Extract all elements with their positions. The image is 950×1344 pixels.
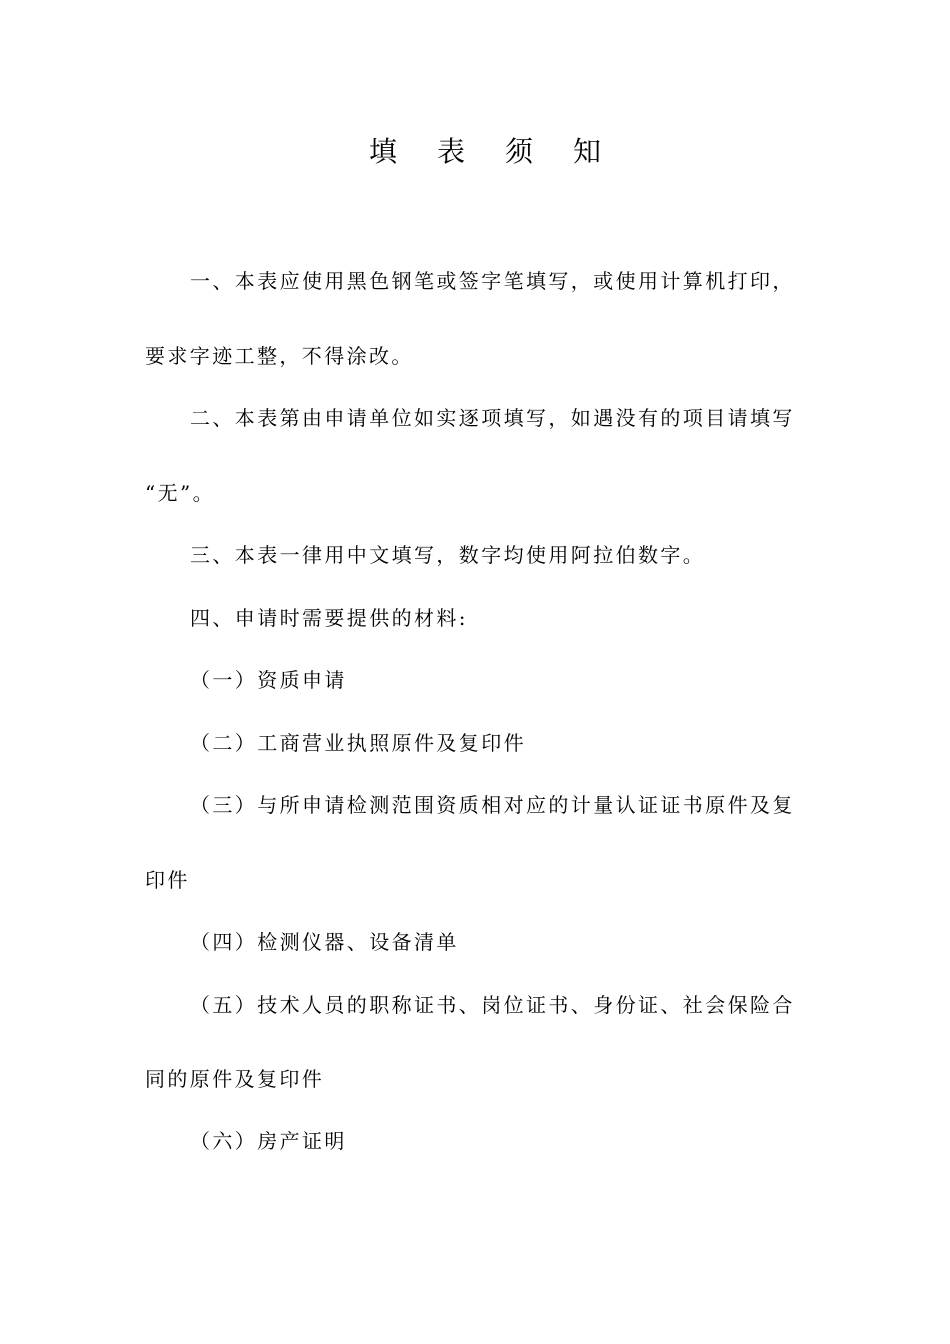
material-item-3-line-1: （三）与所申请检测范围资质相对应的计量认证证书原件及复 — [190, 793, 795, 817]
material-item-2: （二）工商营业执照原件及复印件 — [190, 731, 526, 755]
instruction-2-line-2: “无”。 — [145, 481, 216, 505]
material-item-3-line-2: 印件 — [145, 868, 190, 892]
instruction-4: 四、申请时需要提供的材料: — [190, 606, 468, 630]
instruction-1-line-2: 要求字迹工整，不得涂改。 — [145, 344, 414, 368]
document-title: 填表须知 — [368, 135, 641, 168]
instruction-1-line-1: 一、本表应使用黑色钢笔或签字笔填写，或使用计算机打印， — [190, 269, 795, 293]
material-item-1: （一）资质申请 — [190, 668, 347, 692]
material-item-5-line-1: （五）技术人员的职称证书、岗位证书、身份证、社会保险合 — [190, 993, 795, 1017]
material-item-5-line-2: 同的原件及复印件 — [145, 1067, 325, 1091]
instruction-3: 三、本表一律用中文填写，数字均使用阿拉伯数字。 — [190, 543, 706, 567]
material-item-4: （四）检测仪器、设备清单 — [190, 930, 459, 954]
material-item-6: （六）房产证明 — [190, 1129, 347, 1153]
instruction-2-line-1: 二、本表第由申请单位如实逐项填写，如遇没有的项目请填写 — [190, 406, 795, 430]
